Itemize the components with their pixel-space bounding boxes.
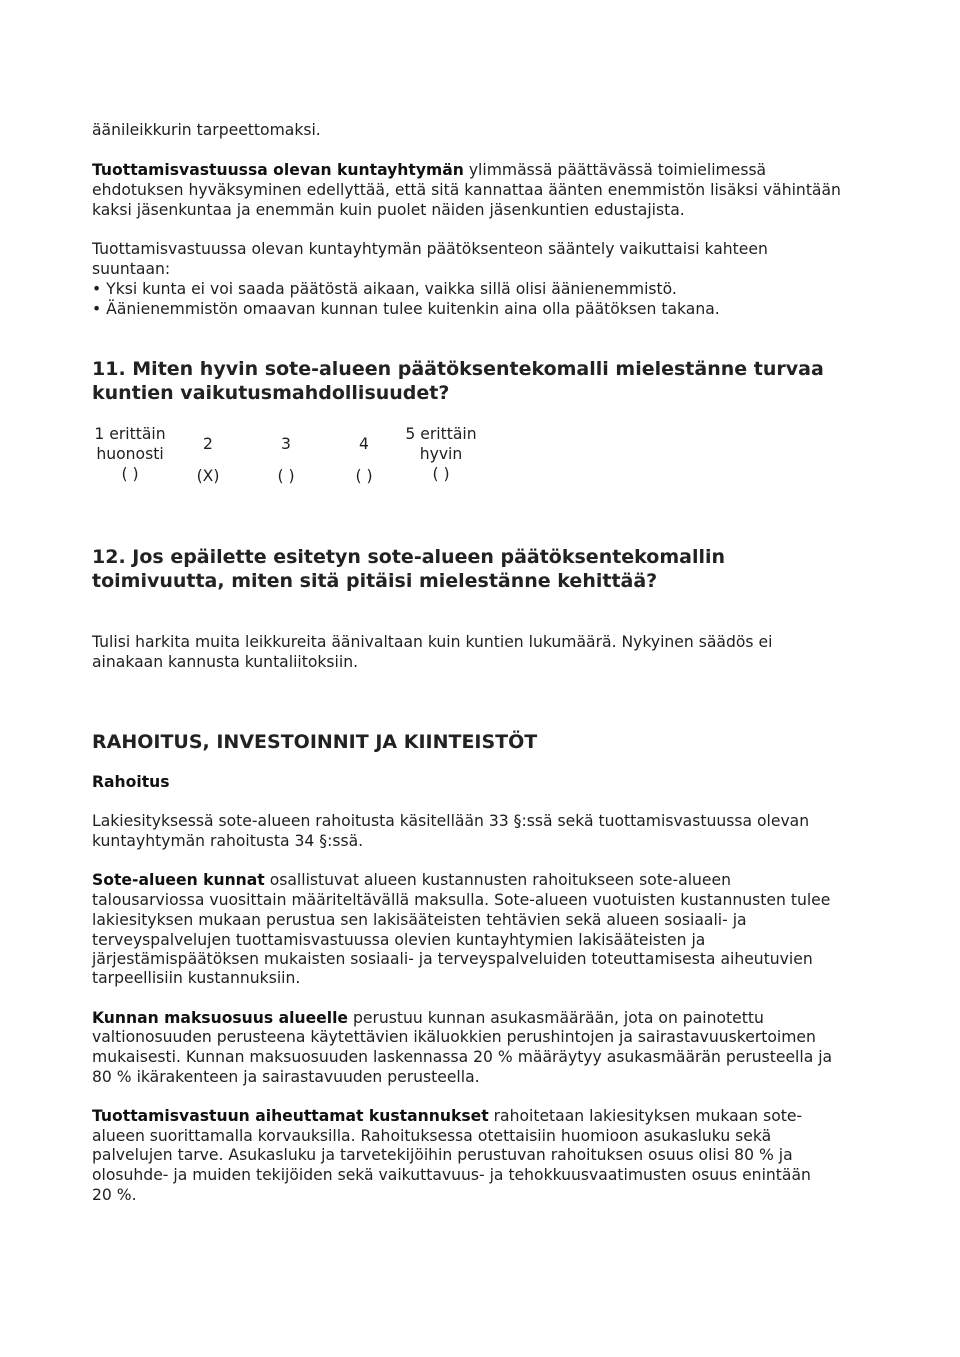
paragraph-line: suuntaan: xyxy=(92,260,171,278)
bullet-text: Yksi kunta ei voi saada päätöstä aikaan, vaikka sillä olisi äänienemmistö. xyxy=(106,280,677,298)
scale-option-5[interactable] xyxy=(396,424,486,484)
bullet-text: Äänienemmistön omaavan kunnan tulee kuitenkin aina olla päätöksen takana. xyxy=(106,300,720,318)
bullet-item xyxy=(92,279,677,299)
paragraph-line xyxy=(92,870,731,890)
bullet-icon: • xyxy=(92,280,102,298)
text-run: perustuu kunnan asukasmäärään, jota on painotettu xyxy=(348,1009,764,1027)
option-label: 4 xyxy=(359,435,369,453)
paragraph-line: järjestämispäätöksen mukaisten sosiaali- ja terveyspalveluiden toteuttamisesta aiheutuvien xyxy=(92,950,813,968)
bold-lead: Tuottamisvastuun aiheuttamat kustannukset xyxy=(92,1107,489,1125)
section-title: RAHOITUS, INVESTOINNIT JA KIINTEISTÖT xyxy=(92,731,538,753)
text-run: ylimmässä päättävässä toimielimessä xyxy=(463,161,767,179)
paragraph-line xyxy=(92,1008,764,1028)
paragraph-line: Tuottamisvastuussa olevan kuntayhtymän päätöksenteon sääntely vaikuttaisi kahteen xyxy=(92,240,768,258)
paragraph-line: olosuhde- ja muiden tekijöiden sekä vaikuttavuus- ja tehokkuusvaatimusten osuus enintään xyxy=(92,1166,811,1184)
paragraph-line: kuntayhtymän rahoitusta 34 §:ssä. xyxy=(92,832,364,850)
text-run: rahoitetaan lakiesityksen mukaan sote- xyxy=(488,1107,803,1125)
paragraph-line: palvelujen tarve. Asukasluku ja tarvetekijöihin perustuvan rahoituksen osuus olisi 80 % ja xyxy=(92,1146,793,1164)
bold-lead: Kunnan maksuosuus alueelle xyxy=(92,1009,348,1027)
scale-option-2-radio[interactable] xyxy=(163,466,253,486)
question-line: 11. Miten hyvin sote-alueen päätöksentekomalli mielestänne turvaa xyxy=(92,358,824,380)
paragraph-line: kaksi jäsenkuntaa ja enemmän kuin puolet näiden jäsenkuntien edustajista. xyxy=(92,201,685,219)
paragraph-line: talousarviossa vuosittain määriteltävällä maksulla. Sote-alueen vuotuisten kustannusten tulee xyxy=(92,891,831,909)
question-line: 12. Jos epäilette esitetyn sote-alueen päätöksentekomallin xyxy=(92,546,726,568)
bold-lead: Sote-alueen kunnat xyxy=(92,871,265,889)
paragraph-line: lakiesityksen mukaan perustua sen lakisääteisten tehtävien sekä alueen sosiaali- ja xyxy=(92,911,747,929)
text-run: osallistuvat alueen kustannusten rahoitukseen sote-alueen xyxy=(264,871,731,889)
option-label: 2 xyxy=(203,435,213,453)
paragraph-line xyxy=(92,1106,802,1126)
intro-tail: äänileikkurin tarpeettomaksi. xyxy=(92,121,321,139)
paragraph-line: 20 %. xyxy=(92,1186,137,1204)
option-radio[interactable]: ( ) xyxy=(277,467,295,485)
paragraph-line: Lakiesityksessä sote-alueen rahoitusta käsitellään 33 §:ssä sekä tuottamisvastuussa olevan xyxy=(92,812,810,830)
bullet-item xyxy=(92,299,720,319)
paragraph-line: valtionosuuden perusteena käytettävien ikäluokkien perushintojen ja sairastavuuskertoimen xyxy=(92,1028,816,1046)
paragraph-line: tarpeellisiin kustannuksiin. xyxy=(92,969,301,987)
option-label: hyvin xyxy=(419,445,463,463)
question-line: toimivuutta, miten sitä pitäisi mielestänne kehittää? xyxy=(92,570,658,592)
option-label: 3 xyxy=(281,435,291,453)
option-label: huonosti xyxy=(96,445,164,463)
scale-option-2[interactable] xyxy=(163,434,253,454)
option-radio[interactable]: ( ) xyxy=(121,465,139,483)
paragraph-line: terveyspalvelujen tuottamisvastuussa olevien kuntayhtymien lakisääteisten ja xyxy=(92,931,706,949)
option-radio[interactable]: (X) xyxy=(196,467,220,485)
paragraph-line xyxy=(92,160,766,180)
paragraph-line: alueen suorittamalla korvauksilla. Rahoituksessa otettaisiin huomioon asukasluku sekä xyxy=(92,1127,772,1145)
scale-option-3[interactable] xyxy=(241,434,331,454)
scale-option-1[interactable] xyxy=(85,424,175,484)
paragraph-line: 80 % ikärakenteen ja sairastavuuden perusteella. xyxy=(92,1068,480,1086)
paragraph-line: ehdotuksen hyväksyminen edellyttää, että sitä kannattaa äänten enemmistön lisäksi vähintään xyxy=(92,181,841,199)
subsection-title: Rahoitus xyxy=(92,773,170,791)
option-label: 5 erittäin xyxy=(405,425,477,443)
option-radio[interactable]: ( ) xyxy=(432,465,450,483)
bold-lead: Tuottamisvastuussa olevan kuntayhtymän xyxy=(92,161,464,179)
scale-option-3-radio[interactable] xyxy=(241,466,331,486)
question-line: kuntien vaikutusmahdollisuudet? xyxy=(92,382,450,404)
paragraph-line: mukaisesti. Kunnan maksuosuuden laskennassa 20 % määräytyy asukasmäärän perusteella ja xyxy=(92,1048,833,1066)
rating-scale xyxy=(92,424,512,494)
bullet-icon: • xyxy=(92,300,102,318)
option-radio[interactable]: ( ) xyxy=(355,467,373,485)
answer-line: ainakaan kannusta kuntaliitoksiin. xyxy=(92,653,359,671)
answer-line: Tulisi harkita muita leikkureita äänivaltaan kuin kuntien lukumäärä. Nykyinen säädös ei xyxy=(92,633,773,651)
option-label: 1 erittäin xyxy=(94,425,166,443)
